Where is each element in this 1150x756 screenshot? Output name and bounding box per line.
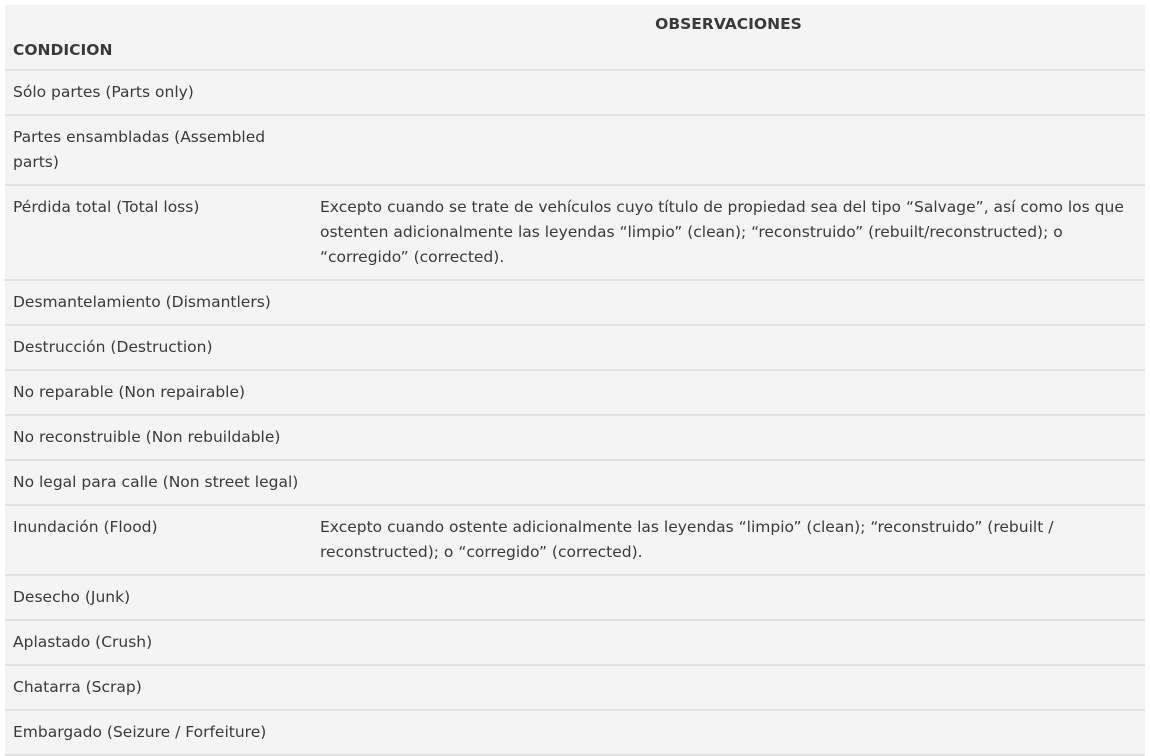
condition-cell: No reparable (Non repairable)	[5, 370, 312, 415]
observation-cell	[312, 70, 1145, 115]
condition-cell: No reconstruible (Non rebuildable)	[5, 415, 312, 460]
table-row	[5, 185, 1145, 280]
observation-cell	[312, 710, 1145, 755]
table-row	[5, 505, 1145, 575]
table-row	[5, 620, 1145, 665]
table-row	[5, 280, 1145, 325]
condition-cell: Destrucción (Destruction)	[5, 325, 312, 370]
condition-cell: Inundación (Flood)	[5, 505, 312, 575]
observation-cell	[312, 665, 1145, 710]
conditions-table	[5, 5, 1145, 756]
condition-cell: Pérdida total (Total loss)	[5, 185, 312, 280]
table-row	[5, 575, 1145, 620]
table-row	[5, 460, 1145, 505]
table-row	[5, 710, 1145, 755]
condition-cell: Sólo partes (Parts only)	[5, 70, 312, 115]
observation-cell	[312, 460, 1145, 505]
condition-cell: Desecho (Junk)	[5, 575, 312, 620]
condition-cell: Chatarra (Scrap)	[5, 665, 312, 710]
observation-cell	[312, 115, 1145, 185]
table-row	[5, 115, 1145, 185]
observation-cell	[312, 370, 1145, 415]
condition-cell: Embargado (Seizure / Forfeiture)	[5, 710, 312, 755]
condition-cell: Partes ensambladas (Assembled parts)	[5, 115, 312, 185]
observation-cell	[312, 415, 1145, 460]
observation-cell: Excepto cuando ostente adicionalmente las leyendas “limpio” (clean); “reconstruido” (rebuilt / reconstructed); o “corregido” (corrected).	[312, 505, 1145, 575]
table-row	[5, 70, 1145, 115]
observation-cell	[312, 280, 1145, 325]
column-header-condition: CONDICION	[5, 5, 312, 70]
table-row	[5, 415, 1145, 460]
column-header-observations: OBSERVACIONES	[312, 5, 1145, 70]
observation-cell	[312, 325, 1145, 370]
observation-cell: Excepto cuando se trate de vehículos cuyo título de propiedad sea del tipo “Salvage”, así como los que ostenten adicionalmente las leyendas “limpio” (clean); “reconstruido” (rebuilt/reconstructed); o “corregido” (corrected).	[312, 185, 1145, 280]
condition-cell: No legal para calle (Non street legal)	[5, 460, 312, 505]
conditions-table-wrapper	[5, 5, 1145, 756]
condition-cell: Desmantelamiento (Dismantlers)	[5, 280, 312, 325]
observation-cell	[312, 575, 1145, 620]
table-row	[5, 665, 1145, 710]
table-row	[5, 325, 1145, 370]
table-header-row	[5, 5, 1145, 70]
observation-cell	[312, 620, 1145, 665]
table-row	[5, 370, 1145, 415]
condition-cell: Aplastado (Crush)	[5, 620, 312, 665]
